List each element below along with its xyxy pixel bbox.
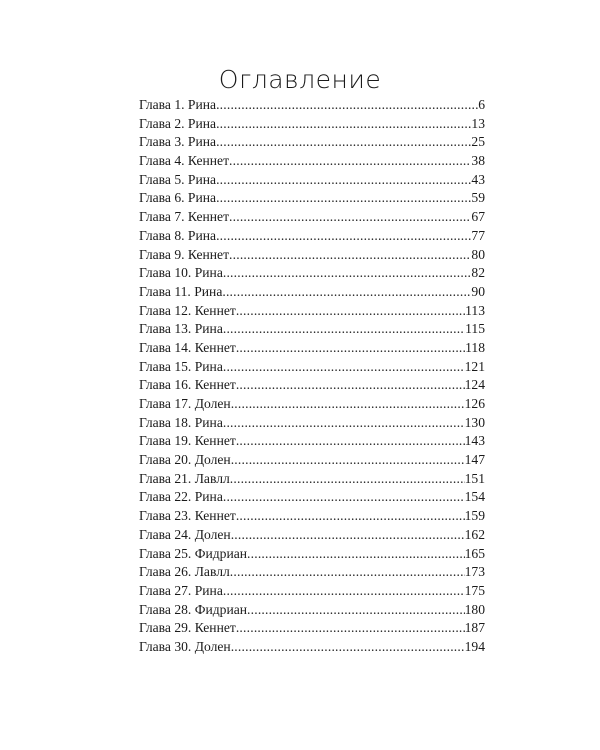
dot-leader: [236, 619, 465, 638]
toc-entry-label: Глава 30. Долен: [139, 638, 231, 654]
toc-entry-page-number: 59: [471, 190, 485, 206]
toc-entry-label: Глава 29. Кеннет: [139, 620, 236, 636]
toc-entry-page-number: 6: [478, 97, 485, 112]
toc-entry-page-number: 90: [471, 283, 485, 299]
dot-leader: [223, 320, 465, 339]
toc-entry-label: Глава 6. Рина: [139, 190, 217, 206]
toc-entry-page-number: 187: [464, 620, 485, 636]
dot-leader: [236, 376, 465, 395]
toc-entry[interactable]: [139, 545, 485, 564]
toc-entry-label: Глава 28. Фидриан: [139, 601, 248, 617]
toc-entry[interactable]: [139, 507, 485, 526]
toc-entry-label: Глава 11. Рина: [139, 283, 223, 299]
toc-entry-page-number: 13: [471, 115, 485, 131]
dot-leader: [229, 152, 471, 171]
toc-entry[interactable]: [139, 488, 485, 507]
dot-leader: [231, 638, 465, 657]
toc-entry-label: Глава 24. Долен: [139, 526, 231, 542]
toc-entry-page-number: 121: [464, 358, 485, 374]
dot-leader: [236, 339, 465, 358]
toc-entry-label: Глава 3. Рина: [139, 134, 217, 150]
toc-entry-page-number: 77: [471, 227, 485, 243]
toc-entry-page-number: 151: [464, 470, 485, 486]
page-title: Оглавление: [218, 65, 382, 94]
toc-entry[interactable]: [139, 395, 485, 414]
dot-leader: [230, 563, 465, 582]
dot-leader: [223, 488, 465, 507]
dot-leader: [230, 470, 465, 489]
toc-entry[interactable]: [139, 414, 485, 433]
dot-leader: [216, 133, 471, 152]
dot-leader: [223, 414, 465, 433]
toc-entry[interactable]: [139, 638, 485, 657]
toc-entry-page-number: 194: [464, 638, 485, 654]
toc-entry-label: Глава 25. Фидриан: [139, 545, 248, 561]
dot-leader: [222, 283, 471, 302]
toc-entry-page-number: 130: [464, 414, 485, 430]
toc-entry-page-number: 115: [465, 321, 485, 337]
toc-entry-label: Глава 16. Кеннет: [139, 377, 236, 393]
toc-entry-page-number: 113: [465, 302, 485, 318]
toc-entry-label: Глава 1. Рина: [139, 97, 217, 112]
toc-entry[interactable]: [139, 619, 485, 638]
toc-entry-page-number: 80: [471, 246, 485, 262]
toc-entry-page-number: 173: [464, 564, 485, 580]
toc-entry-page-number: 159: [464, 508, 485, 524]
dot-leader: [231, 526, 465, 545]
table-of-contents: [139, 96, 485, 657]
dot-leader: [236, 302, 465, 321]
toc-entry-label: Глава 27. Рина: [139, 582, 223, 598]
dot-leader: [223, 582, 465, 601]
toc-entry[interactable]: [139, 115, 485, 134]
toc-entry[interactable]: [139, 283, 485, 302]
toc-entry-label: Глава 15. Рина: [139, 358, 223, 374]
toc-entry-page-number: 143: [464, 433, 485, 449]
dot-leader: [223, 264, 472, 283]
toc-entry[interactable]: [139, 451, 485, 470]
toc-entry-page-number: 118: [465, 339, 485, 355]
dot-leader: [216, 171, 471, 190]
toc-entry-page-number: 43: [471, 171, 485, 187]
toc-entry[interactable]: [139, 264, 485, 283]
dot-leader: [247, 545, 465, 564]
toc-entry-label: Глава 4. Кеннет: [139, 153, 230, 169]
toc-entry-label: Глава 13. Рина: [139, 321, 223, 337]
toc-entry-label: Глава 7. Кеннет: [139, 209, 230, 225]
toc-entry-page-number: 154: [464, 489, 485, 505]
dot-leader: [229, 208, 471, 227]
dot-leader: [229, 246, 471, 265]
toc-entry-label: Глава 20. Долен: [139, 452, 231, 468]
dot-leader: [216, 227, 471, 246]
toc-entry-label: Глава 8. Рина: [139, 227, 217, 243]
toc-entry-label: Глава 5. Рина: [139, 171, 217, 187]
toc-entry[interactable]: [139, 171, 485, 190]
toc-entry[interactable]: [139, 189, 485, 208]
dot-leader: [216, 189, 471, 208]
dot-leader: [216, 96, 478, 115]
toc-entry-label: Глава 23. Кеннет: [139, 508, 236, 524]
dot-leader: [216, 115, 471, 134]
toc-entry[interactable]: [139, 152, 485, 171]
dot-leader: [236, 432, 465, 451]
toc-entry-label: Глава 12. Кеннет: [139, 302, 236, 318]
toc-entry-page-number: 124: [464, 377, 485, 393]
toc-entry-page-number: 67: [471, 209, 485, 225]
toc-entry-label: Глава 10. Рина: [139, 265, 223, 281]
toc-entry[interactable]: [139, 470, 485, 489]
toc-entry-page-number: 162: [464, 526, 485, 542]
toc-entry[interactable]: [139, 582, 485, 601]
toc-entry-page-number: 82: [471, 265, 485, 281]
toc-entry-label: Глава 9. Кеннет: [139, 246, 230, 262]
toc-entry[interactable]: [139, 133, 485, 152]
toc-entry-page-number: 25: [471, 134, 485, 150]
toc-entry-page-number: 165: [464, 545, 485, 561]
toc-entry[interactable]: [139, 376, 485, 395]
toc-entry-page-number: 175: [464, 582, 485, 598]
toc-entry-label: Глава 17. Долен: [139, 396, 231, 411]
toc-entry[interactable]: [139, 227, 485, 246]
toc-entry-label: Глава 2. Рина: [139, 115, 217, 131]
toc-entry[interactable]: [139, 208, 485, 227]
toc-entry[interactable]: [139, 526, 485, 545]
toc-entry-label: Глава 14. Кеннет: [139, 339, 236, 355]
toc-entry[interactable]: [139, 432, 485, 451]
toc-entry-page-number: 38: [471, 153, 485, 169]
dot-leader: [236, 507, 465, 526]
toc-entry[interactable]: [139, 302, 485, 321]
toc-entry[interactable]: [139, 96, 485, 115]
toc-entry[interactable]: [139, 246, 485, 265]
toc-entry[interactable]: [139, 320, 485, 339]
dot-leader: [247, 601, 465, 620]
toc-entry[interactable]: [139, 563, 485, 582]
toc-entry[interactable]: [139, 358, 485, 377]
dot-leader: [231, 451, 465, 470]
toc-entry[interactable]: [139, 339, 485, 358]
toc-entry-label: Глава 26. Лавлл: [139, 564, 230, 580]
toc-entry-label: Глава 19. Кеннет: [139, 433, 236, 449]
toc-entry[interactable]: [139, 601, 485, 620]
toc-entry-page-number: 147: [464, 452, 485, 468]
toc-entry-label: Глава 18. Рина: [139, 414, 223, 430]
toc-entry-label: Глава 22. Рина: [139, 489, 223, 505]
toc-entry-page-number: 180: [464, 601, 485, 617]
dot-leader: [223, 358, 465, 377]
toc-entry-page-number: 126: [464, 396, 485, 411]
dot-leader: [231, 395, 465, 414]
toc-entry-label: Глава 21. Лавлл: [139, 470, 230, 486]
